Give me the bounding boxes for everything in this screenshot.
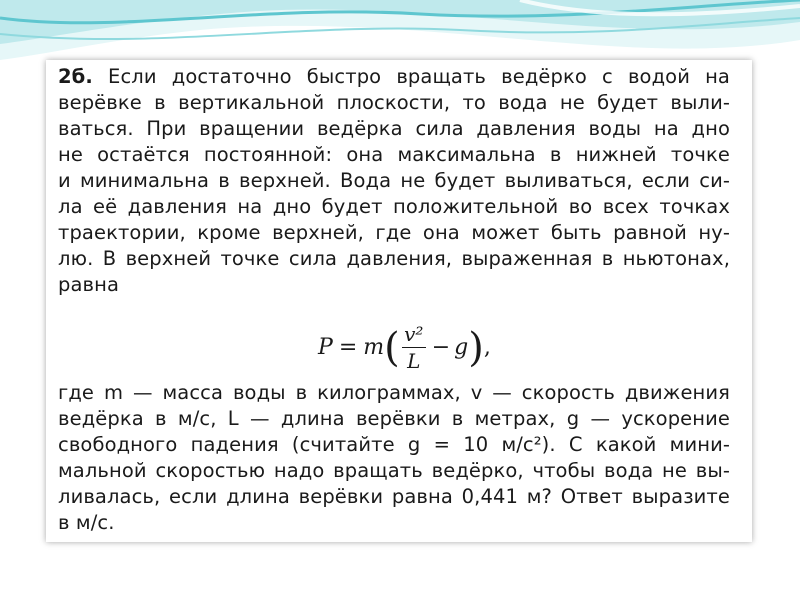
formula-gravity: g [454, 335, 469, 360]
formula-minus: − [431, 335, 451, 360]
text-line: верёвке в вертикальной плоскости, то вода не будет выли- [58, 91, 730, 114]
problem-text-block-2 [58, 380, 730, 536]
fraction-bar [402, 347, 426, 348]
text-line: траектории, кроме верхней, где она может быть равной ну- [58, 221, 730, 244]
formula-fraction [402, 322, 426, 373]
text-line: свободного падения (считайте g = 10 м/с²). С какой мини- [58, 433, 730, 456]
text-line: лю. В верхней точке сила давления, выраженная в ньютонах, [58, 247, 730, 270]
formula-equals: = [338, 335, 358, 360]
text-line: и минимальна в верхней. Вода не будет выливаться, если си- [58, 169, 730, 192]
formula-lhs: P [318, 335, 333, 360]
fraction-numerator: v² [404, 322, 424, 346]
formula-comma: , [483, 335, 491, 360]
text-line: 2б. Если достаточно быстро вращать ведёрко с водой на [58, 65, 730, 88]
formula-left-paren: ( [384, 324, 400, 371]
fraction-denominator: L [407, 349, 421, 373]
text-line: мальной скоростью надо вращать ведёрко, чтобы вода не вы- [58, 459, 730, 482]
text-line: не остаётся постоянной: она максимальна в нижней точке [58, 143, 730, 166]
text-line: в м/с. [58, 511, 115, 534]
problem-number: 2б. [58, 65, 93, 88]
text-line: ла её давления на дно будет положительной во всех точках [58, 195, 730, 218]
formula-mass: m [363, 335, 385, 360]
text-line: равна [58, 273, 120, 296]
problem-text-block [58, 64, 730, 298]
formula-right-paren: ) [468, 324, 484, 371]
text-line: где m — масса воды в килограммах, v — скорость движения [58, 381, 730, 404]
pressure-formula [318, 322, 491, 373]
text-line: ваться. При вращении ведёрка сила давления воды на дно [58, 117, 730, 140]
text-line: ливалась, если длина верёвки равна 0,441 м? Ответ выразите [58, 485, 730, 508]
text-line: ведёрка в м/с, L — длина верёвки в метрах, g — ускорение [58, 407, 730, 430]
